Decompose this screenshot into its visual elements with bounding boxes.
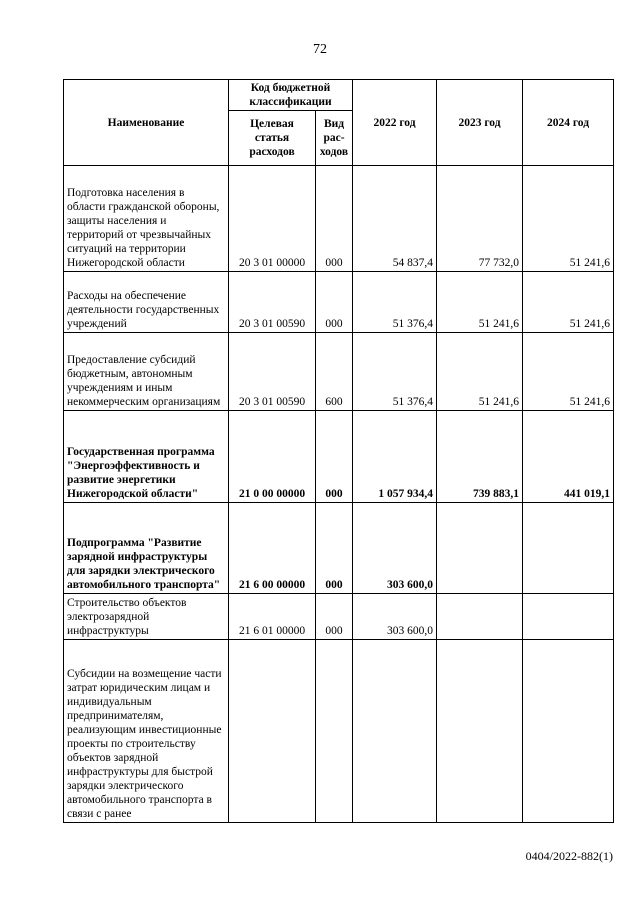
- cell-2023: [437, 503, 523, 594]
- header-name: Наименование: [64, 80, 229, 166]
- table-row: [64, 272, 614, 333]
- cell-name: Субсидии на возмещение части затрат юридическим лицам и индивидуальным предпринимателям, реализующим инвестиционные проекты по строительству объектов зарядной инфраструктуры для быстрой зарядки электрического автомобильного транспорта в связи с ранее: [64, 640, 229, 823]
- cell-2022: [353, 640, 437, 823]
- header-2023: 2023 год: [437, 80, 523, 166]
- cell-name: Расходы на обеспечение деятельности государственных учреждений: [64, 272, 229, 333]
- header-row-top: [64, 80, 614, 111]
- cell-expense-type: 600: [316, 333, 353, 411]
- cell-name: Подпрограмма "Развитие зарядной инфраструктуры для зарядки электрического автомобильного транспорта": [64, 503, 229, 594]
- cell-2023: 51 241,6: [437, 333, 523, 411]
- cell-2024: [523, 503, 614, 594]
- cell-2023: 739 883,1: [437, 411, 523, 503]
- cell-name: Государственная программа "Энергоэффективность и развитие энергетики Нижегородской области": [64, 411, 229, 503]
- cell-target-code: 21 0 00 00000: [229, 411, 316, 503]
- cell-name: Строительство объектов электрозарядной инфраструктуры: [64, 594, 229, 640]
- cell-2023: [437, 594, 523, 640]
- cell-target-code: 20 3 01 00000: [229, 166, 316, 272]
- cell-2024: 51 241,6: [523, 166, 614, 272]
- cell-expense-type: 000: [316, 166, 353, 272]
- cell-2024: 51 241,6: [523, 272, 614, 333]
- cell-2023: 77 732,0: [437, 166, 523, 272]
- table-row: [64, 503, 614, 594]
- table-row: [64, 166, 614, 272]
- cell-2022: 1 057 934,4: [353, 411, 437, 503]
- table-row: [64, 411, 614, 503]
- cell-2022: 54 837,4: [353, 166, 437, 272]
- cell-2024: [523, 640, 614, 823]
- cell-target-code: [229, 640, 316, 823]
- cell-2022: 51 376,4: [353, 333, 437, 411]
- budget-table: [63, 79, 614, 823]
- cell-target-code: 21 6 01 00000: [229, 594, 316, 640]
- cell-2024: 51 241,6: [523, 333, 614, 411]
- cell-2024: 441 019,1: [523, 411, 614, 503]
- cell-expense-type: [316, 640, 353, 823]
- table-row: [64, 594, 614, 640]
- header-2024: 2024 год: [523, 80, 614, 166]
- cell-2022: 303 600,0: [353, 594, 437, 640]
- cell-2023: 51 241,6: [437, 272, 523, 333]
- header-target-article: Целевая статья расходов: [229, 111, 316, 166]
- cell-2022: 51 376,4: [353, 272, 437, 333]
- cell-name: Предоставление субсидий бюджетным, автономным учреждениям и иным некоммерческим организациям: [64, 333, 229, 411]
- header-2022: 2022 год: [353, 80, 437, 166]
- table-row: [64, 640, 614, 823]
- header-expense-type: Вид рас-ходов: [316, 111, 353, 166]
- cell-target-code: 20 3 01 00590: [229, 333, 316, 411]
- cell-2022: 303 600,0: [353, 503, 437, 594]
- cell-expense-type: 000: [316, 594, 353, 640]
- cell-expense-type: 000: [316, 272, 353, 333]
- table-row: [64, 333, 614, 411]
- page-number: 72: [313, 42, 327, 57]
- document-id: 0404/2022-882(1): [525, 849, 613, 863]
- cell-name: Подготовка населения в области гражданской обороны, защиты населения и территорий от чрезвычайных ситуаций на территории Нижегородской области: [64, 166, 229, 272]
- cell-expense-type: 000: [316, 503, 353, 594]
- cell-2023: [437, 640, 523, 823]
- cell-expense-type: 000: [316, 411, 353, 503]
- cell-target-code: 21 6 00 00000: [229, 503, 316, 594]
- header-code-group: Код бюджетной классификации: [229, 80, 353, 111]
- cell-target-code: 20 3 01 00590: [229, 272, 316, 333]
- cell-2024: [523, 594, 614, 640]
